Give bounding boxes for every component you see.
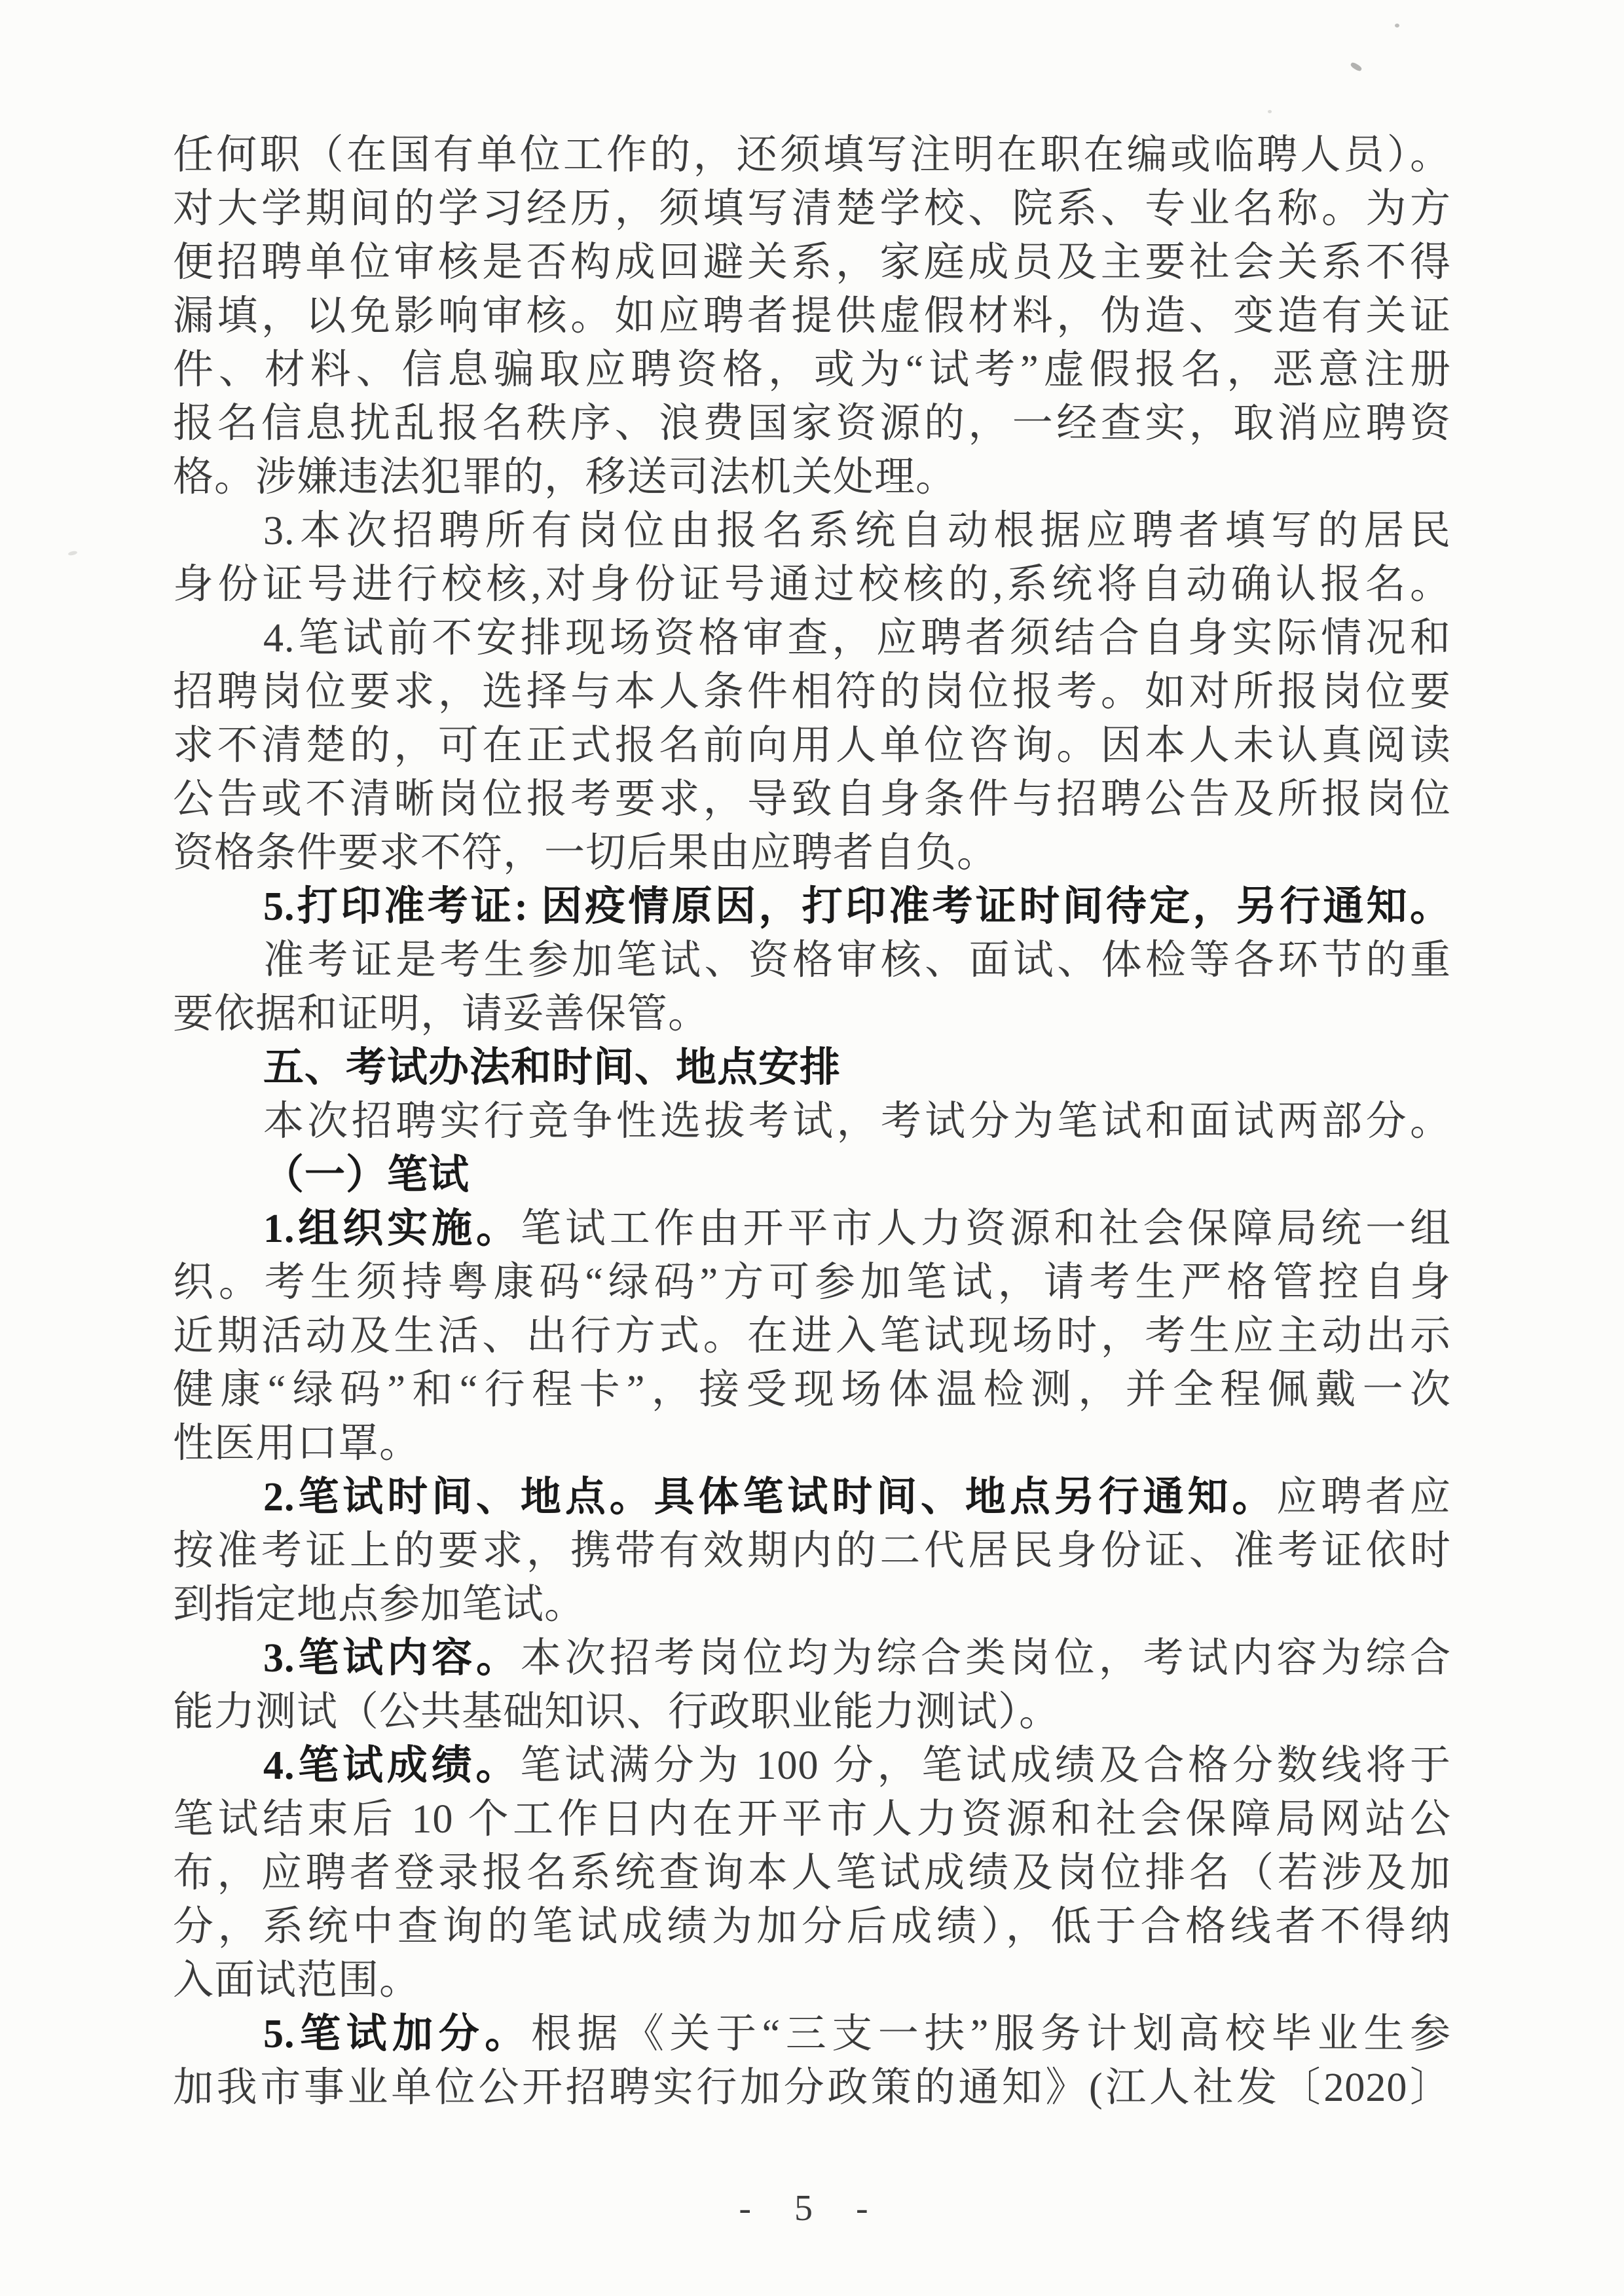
document-line bbox=[173, 1846, 1451, 1900]
text-run: 加我市事业单位公开招聘实行加分政策的通知》(江人社发〔2020〕 bbox=[173, 2066, 1451, 2110]
document-line bbox=[173, 343, 1451, 397]
text-run: 报名信息扰乱报名秩序、浪费国家资源的，一经查实，取消应聘资 bbox=[173, 401, 1451, 446]
document-line bbox=[173, 1739, 1451, 1793]
text-run: 入面试范围。 bbox=[173, 1958, 421, 2003]
text-run: 格。涉嫌违法犯罪的，移送司法机关处理。 bbox=[173, 455, 957, 500]
text-run: 对大学期间的学习经历，须填写清楚学校、院系、专业名称。为方 bbox=[173, 187, 1451, 231]
text-run: 准考证是考生参加笔试、资格审核、面试、体检等各环节的重 bbox=[263, 938, 1451, 983]
text-run: 笔试满分为 100 分，笔试成绩及合格分数线将于 bbox=[520, 1743, 1451, 1788]
bold-text-run: 5.打印准考证: 因疫情原因，打印准考证时间待定，另行通知。 bbox=[263, 884, 1451, 929]
bold-text-run: 五、考试办法和时间、地点安排 bbox=[263, 1046, 841, 1090]
scan-speck bbox=[68, 551, 78, 556]
document-line bbox=[173, 1148, 1451, 1202]
document-line bbox=[173, 397, 1451, 450]
text-run: 本次招聘实行竞争性选拔考试，考试分为笔试和面试两部分。 bbox=[263, 1099, 1451, 1144]
document-line bbox=[173, 1631, 1451, 1685]
scan-speck bbox=[1350, 62, 1363, 72]
document-line bbox=[173, 1417, 1451, 1470]
document-line bbox=[173, 289, 1451, 343]
document-line bbox=[173, 1256, 1451, 1309]
text-run: 笔试工作由开平市人力资源和社会保障局统一组 bbox=[520, 1207, 1451, 1251]
document-line bbox=[173, 1578, 1451, 1631]
text-run: 求不清楚的，可在正式报名前向用人单位咨询。因本人未认真阅读 bbox=[173, 723, 1451, 768]
document-line bbox=[173, 934, 1451, 987]
document-line bbox=[173, 504, 1451, 558]
document-line bbox=[173, 1524, 1451, 1578]
bold-text-run: 5.笔试加分。 bbox=[263, 2012, 531, 2056]
document-line bbox=[173, 1095, 1451, 1148]
text-run: 按准考证上的要求，携带有效期内的二代居民身份证、准考证依时 bbox=[173, 1529, 1451, 1573]
text-run: 本次招考岗位均为综合类岗位，考试内容为综合 bbox=[520, 1636, 1451, 1681]
text-run: 要依据和证明，请妥善保管。 bbox=[173, 992, 710, 1036]
document-line bbox=[173, 1900, 1451, 1954]
scan-speck bbox=[1268, 110, 1272, 113]
document-line bbox=[173, 2007, 1451, 2061]
document-line bbox=[173, 128, 1451, 182]
document-line bbox=[173, 1954, 1451, 2007]
document-line bbox=[173, 182, 1451, 236]
text-run: 分，系统中查询的笔试成绩为加分后成绩），低于合格线者不得纳 bbox=[173, 1904, 1451, 1949]
document-line bbox=[173, 1309, 1451, 1363]
text-run: 4.笔试前不安排现场资格审查，应聘者须结合自身实际情况和 bbox=[263, 616, 1451, 661]
document-line bbox=[173, 2061, 1451, 2115]
text-run: 性医用口罩。 bbox=[173, 1421, 421, 1466]
bold-text-run: 4.笔试成绩。 bbox=[263, 1743, 521, 1788]
page-number: - 5 - bbox=[739, 2188, 885, 2229]
text-run: 笔试结束后 10 个工作日内在开平市人力资源和社会保障局网站公 bbox=[173, 1797, 1451, 1842]
document-line bbox=[173, 826, 1451, 880]
document-line bbox=[173, 1041, 1451, 1095]
text-run: 任何职（在国有单位工作的，还须填写注明在职在编或临聘人员）。 bbox=[173, 133, 1451, 177]
document-line bbox=[173, 450, 1451, 504]
document-line bbox=[173, 558, 1451, 611]
scan-speck bbox=[1395, 24, 1399, 27]
text-run: 到指定地点参加笔试。 bbox=[173, 1582, 586, 1627]
document-line bbox=[173, 1685, 1451, 1739]
text-run: 根据《关于“三支一扶”服务计划高校毕业生参 bbox=[530, 2012, 1451, 2056]
document-line bbox=[173, 1363, 1451, 1417]
text-run: 3.本次招聘所有岗位由报名系统自动根据应聘者填写的居民 bbox=[263, 509, 1451, 553]
document-line bbox=[173, 236, 1451, 289]
document-line bbox=[173, 611, 1451, 665]
document-line bbox=[173, 773, 1451, 826]
bold-text-run: （一）笔试 bbox=[263, 1153, 470, 1197]
document-line bbox=[173, 1202, 1451, 1256]
text-run: 资格条件要求不符，一切后果由应聘者自负。 bbox=[173, 831, 999, 875]
text-run: 便招聘单位审核是否构成回避关系，家庭成员及主要社会关系不得 bbox=[173, 240, 1451, 285]
document-line bbox=[173, 1793, 1451, 1846]
text-run: 能力测试（公共基础知识、行政职业能力测试）。 bbox=[173, 1690, 1061, 1734]
document-line bbox=[173, 987, 1451, 1041]
bold-text-run: 2.笔试时间、地点。具体笔试时间、地点另行通知。 bbox=[263, 1475, 1277, 1520]
text-run: 招聘岗位要求，选择与本人条件相符的岗位报考。如对所报岗位要 bbox=[173, 670, 1451, 714]
document-line bbox=[173, 880, 1451, 934]
bold-text-run: 3.笔试内容。 bbox=[263, 1636, 521, 1681]
document-line bbox=[173, 719, 1451, 773]
text-run: 公告或不清晰岗位报考要求，导致自身条件与招聘公告及所报岗位 bbox=[173, 777, 1451, 822]
text-run: 件、材料、信息骗取应聘资格，或为“试考”虚假报名，恶意注册 bbox=[173, 348, 1451, 392]
text-run: 身份证号进行校核,对身份证号通过校核的,系统将自动确认报名。 bbox=[173, 562, 1451, 607]
document-line bbox=[173, 1470, 1451, 1524]
text-run: 布，应聘者登录报名系统查询本人笔试成绩及岗位排名（若涉及加 bbox=[173, 1851, 1451, 1895]
text-run: 健康“绿码”和“行程卡”，接受现场体温检测，并全程佩戴一次 bbox=[173, 1368, 1451, 1412]
text-run: 应聘者应 bbox=[1276, 1475, 1451, 1520]
document-body bbox=[173, 128, 1451, 2115]
text-run: 织。考生须持粤康码“绿码”方可参加笔试，请考生严格管控自身 bbox=[173, 1260, 1451, 1305]
bold-text-run: 1.组织实施。 bbox=[263, 1207, 521, 1251]
text-run: 近期活动及生活、出行方式。在进入笔试现场时，考生应主动出示 bbox=[173, 1314, 1451, 1358]
text-run: 漏填，以免影响审核。如应聘者提供虚假材料，伪造、变造有关证 bbox=[173, 294, 1451, 338]
document-line bbox=[173, 665, 1451, 719]
